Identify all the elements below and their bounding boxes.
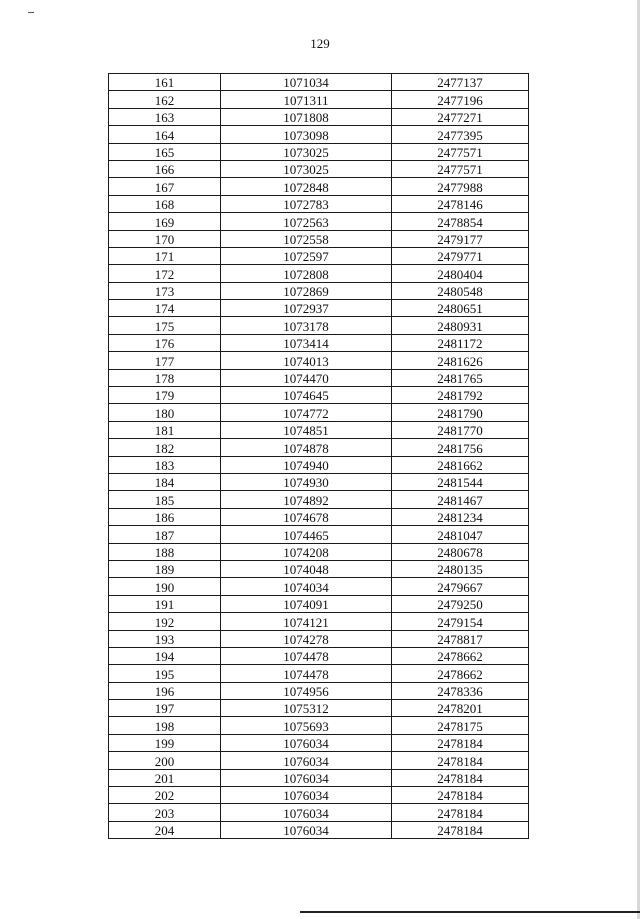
- table-row: [109, 300, 529, 317]
- table-row: [109, 613, 529, 630]
- y-coordinate-cell: 2481770: [392, 421, 529, 438]
- x-coordinate-cell: 1073414: [221, 334, 392, 351]
- y-coordinate-cell: 2478662: [392, 665, 529, 682]
- y-coordinate-cell: 2480931: [392, 317, 529, 334]
- x-coordinate-cell: 1074470: [221, 369, 392, 386]
- y-coordinate-cell: 2478184: [392, 821, 529, 838]
- table-row: [109, 456, 529, 473]
- point-number-cell: 193: [109, 630, 221, 647]
- x-coordinate-cell: 1074772: [221, 404, 392, 421]
- x-coordinate-cell: 1074478: [221, 665, 392, 682]
- point-number-cell: 181: [109, 421, 221, 438]
- x-coordinate-cell: 1074208: [221, 543, 392, 560]
- y-coordinate-cell: 2481544: [392, 473, 529, 490]
- table-row: [109, 526, 529, 543]
- y-coordinate-cell: 2481626: [392, 352, 529, 369]
- y-coordinate-cell: 2479177: [392, 230, 529, 247]
- table-row: [109, 421, 529, 438]
- table-row: [109, 682, 529, 699]
- point-number-cell: 204: [109, 821, 221, 838]
- point-number-cell: 187: [109, 526, 221, 543]
- table-row: [109, 491, 529, 508]
- table-row: [109, 108, 529, 125]
- x-coordinate-cell: 1073178: [221, 317, 392, 334]
- y-coordinate-cell: 2480651: [392, 300, 529, 317]
- point-number-cell: 161: [109, 74, 221, 91]
- table-row: [109, 700, 529, 717]
- point-number-cell: 177: [109, 352, 221, 369]
- x-coordinate-cell: 1072848: [221, 178, 392, 195]
- y-coordinate-cell: 2480548: [392, 282, 529, 299]
- table-row: [109, 560, 529, 577]
- table-row: [109, 630, 529, 647]
- table-row: [109, 821, 529, 838]
- y-coordinate-cell: 2479250: [392, 595, 529, 612]
- table-row: [109, 352, 529, 369]
- x-coordinate-cell: 1074478: [221, 647, 392, 664]
- table-row: [109, 143, 529, 160]
- table-row: [109, 647, 529, 664]
- point-number-cell: 167: [109, 178, 221, 195]
- y-coordinate-cell: 2477988: [392, 178, 529, 195]
- x-coordinate-cell: 1071808: [221, 108, 392, 125]
- point-number-cell: 188: [109, 543, 221, 560]
- y-coordinate-cell: 2481756: [392, 439, 529, 456]
- coordinates-table-body: [109, 74, 529, 839]
- x-coordinate-cell: 1074013: [221, 352, 392, 369]
- x-coordinate-cell: 1072558: [221, 230, 392, 247]
- x-coordinate-cell: 1073098: [221, 126, 392, 143]
- y-coordinate-cell: 2481790: [392, 404, 529, 421]
- point-number-cell: 178: [109, 369, 221, 386]
- y-coordinate-cell: 2481662: [392, 456, 529, 473]
- point-number-cell: 200: [109, 752, 221, 769]
- y-coordinate-cell: 2478146: [392, 195, 529, 212]
- x-coordinate-cell: 1076034: [221, 769, 392, 786]
- point-number-cell: 168: [109, 195, 221, 212]
- y-coordinate-cell: 2478817: [392, 630, 529, 647]
- page-number: 129: [310, 36, 330, 51]
- table-row: [109, 734, 529, 751]
- point-number-cell: 194: [109, 647, 221, 664]
- coordinates-table-container: [108, 73, 528, 839]
- table-row: [109, 282, 529, 299]
- y-coordinate-cell: 2478201: [392, 700, 529, 717]
- table-row: [109, 247, 529, 264]
- x-coordinate-cell: 1072563: [221, 213, 392, 230]
- x-coordinate-cell: 1074091: [221, 595, 392, 612]
- x-coordinate-cell: 1074465: [221, 526, 392, 543]
- point-number-cell: 171: [109, 247, 221, 264]
- y-coordinate-cell: 2479667: [392, 578, 529, 595]
- point-number-cell: 166: [109, 160, 221, 177]
- table-row: [109, 74, 529, 91]
- point-number-cell: 186: [109, 508, 221, 525]
- x-coordinate-cell: 1071311: [221, 91, 392, 108]
- point-number-cell: 175: [109, 317, 221, 334]
- x-coordinate-cell: 1071034: [221, 74, 392, 91]
- point-number-cell: 182: [109, 439, 221, 456]
- y-coordinate-cell: 2481792: [392, 387, 529, 404]
- x-coordinate-cell: 1074678: [221, 508, 392, 525]
- point-number-cell: 191: [109, 595, 221, 612]
- y-coordinate-cell: 2481765: [392, 369, 529, 386]
- y-coordinate-cell: 2478662: [392, 647, 529, 664]
- y-coordinate-cell: 2477271: [392, 108, 529, 125]
- x-coordinate-cell: 1074892: [221, 491, 392, 508]
- scan-edge-bottom: [300, 911, 640, 913]
- point-number-cell: 172: [109, 265, 221, 282]
- y-coordinate-cell: 2479154: [392, 613, 529, 630]
- point-number-cell: 162: [109, 91, 221, 108]
- table-row: [109, 369, 529, 386]
- x-coordinate-cell: 1074940: [221, 456, 392, 473]
- x-coordinate-cell: 1074851: [221, 421, 392, 438]
- y-coordinate-cell: 2481172: [392, 334, 529, 351]
- table-row: [109, 717, 529, 734]
- y-coordinate-cell: 2477571: [392, 143, 529, 160]
- point-number-cell: 169: [109, 213, 221, 230]
- x-coordinate-cell: 1073025: [221, 160, 392, 177]
- table-row: [109, 578, 529, 595]
- y-coordinate-cell: 2481234: [392, 508, 529, 525]
- x-coordinate-cell: 1075693: [221, 717, 392, 734]
- table-row: [109, 508, 529, 525]
- y-coordinate-cell: 2478184: [392, 752, 529, 769]
- y-coordinate-cell: 2477196: [392, 91, 529, 108]
- x-coordinate-cell: 1072597: [221, 247, 392, 264]
- x-coordinate-cell: 1072937: [221, 300, 392, 317]
- table-row: [109, 265, 529, 282]
- y-coordinate-cell: 2478336: [392, 682, 529, 699]
- x-coordinate-cell: 1076034: [221, 821, 392, 838]
- point-number-cell: 174: [109, 300, 221, 317]
- x-coordinate-cell: 1072869: [221, 282, 392, 299]
- point-number-cell: 202: [109, 787, 221, 804]
- point-number-cell: 196: [109, 682, 221, 699]
- point-number-cell: 163: [109, 108, 221, 125]
- table-row: [109, 473, 529, 490]
- x-coordinate-cell: 1074278: [221, 630, 392, 647]
- coordinates-table: [108, 73, 529, 839]
- point-number-cell: 195: [109, 665, 221, 682]
- point-number-cell: 173: [109, 282, 221, 299]
- point-number-cell: 198: [109, 717, 221, 734]
- x-coordinate-cell: 1074121: [221, 613, 392, 630]
- point-number-cell: 203: [109, 804, 221, 821]
- table-row: [109, 160, 529, 177]
- x-coordinate-cell: 1073025: [221, 143, 392, 160]
- table-row: [109, 387, 529, 404]
- x-coordinate-cell: 1072808: [221, 265, 392, 282]
- x-coordinate-cell: 1072783: [221, 195, 392, 212]
- x-coordinate-cell: 1074034: [221, 578, 392, 595]
- point-number-cell: 189: [109, 560, 221, 577]
- table-row: [109, 595, 529, 612]
- point-number-cell: 176: [109, 334, 221, 351]
- table-row: [109, 665, 529, 682]
- table-row: [109, 126, 529, 143]
- y-coordinate-cell: 2477571: [392, 160, 529, 177]
- point-number-cell: 199: [109, 734, 221, 751]
- point-number-cell: 180: [109, 404, 221, 421]
- y-coordinate-cell: 2481047: [392, 526, 529, 543]
- table-row: [109, 178, 529, 195]
- table-row: [109, 787, 529, 804]
- point-number-cell: 185: [109, 491, 221, 508]
- y-coordinate-cell: 2480135: [392, 560, 529, 577]
- y-coordinate-cell: 2478854: [392, 213, 529, 230]
- table-row: [109, 543, 529, 560]
- point-number-cell: 183: [109, 456, 221, 473]
- x-coordinate-cell: 1074878: [221, 439, 392, 456]
- point-number-cell: 164: [109, 126, 221, 143]
- table-row: [109, 334, 529, 351]
- x-coordinate-cell: 1074930: [221, 473, 392, 490]
- point-number-cell: 165: [109, 143, 221, 160]
- y-coordinate-cell: 2478184: [392, 787, 529, 804]
- point-number-cell: 184: [109, 473, 221, 490]
- y-coordinate-cell: 2478184: [392, 804, 529, 821]
- x-coordinate-cell: 1076034: [221, 752, 392, 769]
- point-number-cell: 192: [109, 613, 221, 630]
- y-coordinate-cell: 2477395: [392, 126, 529, 143]
- x-coordinate-cell: 1076034: [221, 734, 392, 751]
- table-row: [109, 195, 529, 212]
- point-number-cell: 179: [109, 387, 221, 404]
- point-number-cell: 170: [109, 230, 221, 247]
- x-coordinate-cell: 1074048: [221, 560, 392, 577]
- y-coordinate-cell: 2478175: [392, 717, 529, 734]
- x-coordinate-cell: 1075312: [221, 700, 392, 717]
- x-coordinate-cell: 1076034: [221, 804, 392, 821]
- table-row: [109, 213, 529, 230]
- y-coordinate-cell: 2479771: [392, 247, 529, 264]
- y-coordinate-cell: 2478184: [392, 734, 529, 751]
- point-number-cell: 190: [109, 578, 221, 595]
- x-coordinate-cell: 1076034: [221, 787, 392, 804]
- table-row: [109, 404, 529, 421]
- y-coordinate-cell: 2478184: [392, 769, 529, 786]
- y-coordinate-cell: 2480404: [392, 265, 529, 282]
- table-row: [109, 752, 529, 769]
- table-row: [109, 439, 529, 456]
- table-row: [109, 91, 529, 108]
- x-coordinate-cell: 1074645: [221, 387, 392, 404]
- y-coordinate-cell: 2481467: [392, 491, 529, 508]
- point-number-cell: 197: [109, 700, 221, 717]
- table-row: [109, 230, 529, 247]
- y-coordinate-cell: 2480678: [392, 543, 529, 560]
- point-number-cell: 201: [109, 769, 221, 786]
- table-row: [109, 769, 529, 786]
- x-coordinate-cell: 1074956: [221, 682, 392, 699]
- y-coordinate-cell: 2477137: [392, 74, 529, 91]
- table-row: [109, 804, 529, 821]
- scan-speck: [28, 12, 34, 13]
- table-row: [109, 317, 529, 334]
